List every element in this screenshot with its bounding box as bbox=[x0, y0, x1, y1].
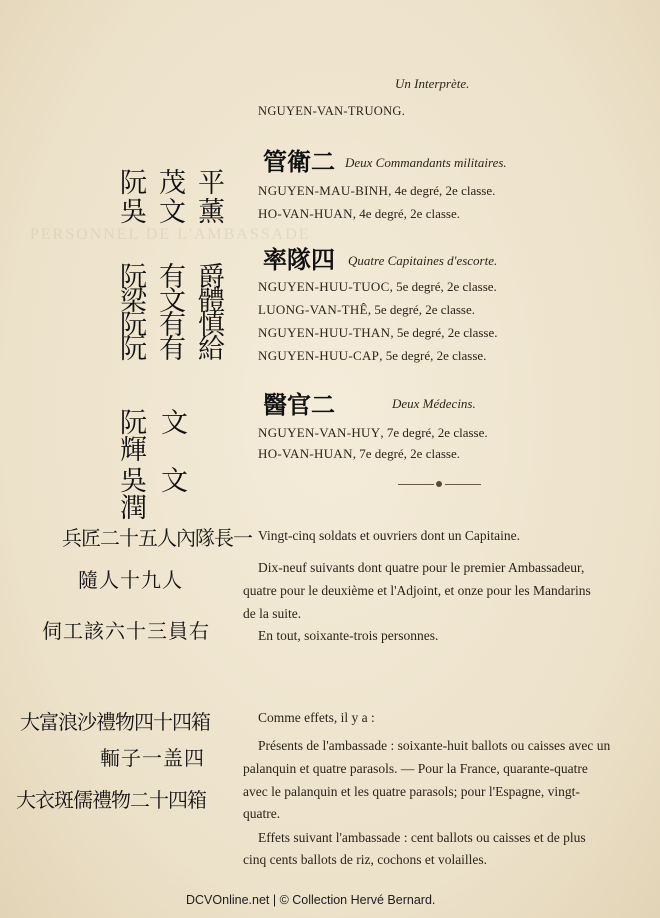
cjk-name-line: 阮文輝 bbox=[120, 408, 202, 466]
cjk-name-column bbox=[120, 264, 240, 363]
effects-fr-line: Effets suivant l'ambassade : cent ballots ou caisses et de plus bbox=[258, 830, 586, 845]
entry-line bbox=[258, 302, 475, 318]
entry-detail: , 4e degré, 2e classe. bbox=[388, 183, 496, 198]
cjk-name-column bbox=[120, 410, 240, 522]
ornamental-divider-right bbox=[445, 484, 481, 485]
effects-fr-line: avec le palanquin et les quatre parasols; pour l'Espagne, vingt- bbox=[243, 784, 580, 799]
staff-cjk-line: 伺工該六十三員右 bbox=[42, 619, 210, 643]
entry-name: LUONG-VAN-THÊ bbox=[258, 302, 368, 317]
interpreter-name: NGUYEN-VAN-TRUONG. bbox=[258, 104, 406, 118]
ornamental-divider-left bbox=[398, 484, 434, 485]
staff-fr-line: quatre pour le deuxième et l'Adjoint, et onze pour les Mandarins bbox=[243, 583, 591, 598]
effects-cjk-line: 輀子一盖四 bbox=[100, 746, 205, 770]
entry-detail: , 7e degré, 2e classe. bbox=[380, 425, 488, 440]
staff-fr-line: Vingt-cinq soldats et ouvriers dont un Capitaine. bbox=[258, 528, 521, 543]
entry-name: NGUYEN-HUU-THAN bbox=[258, 325, 391, 340]
staff-fr-line: Dix-neuf suivants dont quatre pour le premier Ambassadeur, bbox=[258, 560, 585, 575]
entry-detail: , 4e degré, 2e classe. bbox=[352, 206, 460, 221]
entry-name: NGUYEN-HUU-CAP bbox=[258, 348, 380, 363]
effects-fr-line: cinq cents ballots de riz, cochons et volailles. bbox=[243, 852, 488, 867]
cjk-name-line: 阮有慎 bbox=[120, 310, 237, 341]
cjk-name-line: 吳文潤 bbox=[120, 466, 202, 524]
entry-name: HO-VAN-HUAN bbox=[258, 206, 353, 221]
effects-fr-line: Présents de l'ambassade : soixante-huit ballots ou caisses avec un bbox=[258, 738, 611, 753]
section-fr-title: Quatre Capitaines d'escorte. bbox=[348, 253, 498, 268]
effects-fr-line: palanquin et quatre parasols. — Pour la France, quarante-quatre bbox=[243, 761, 588, 776]
entry-line bbox=[258, 348, 486, 364]
section-fr-title: Deux Commandants militaires. bbox=[345, 155, 507, 170]
entry-line bbox=[258, 425, 488, 441]
effects-cjk-line: 大衣斑儒禮物二十四箱 bbox=[16, 788, 206, 812]
entry-line bbox=[258, 206, 460, 222]
footer-credit: DCVOnline.net | © Collection Hervé Bernard. bbox=[186, 893, 436, 907]
entry-line bbox=[258, 279, 497, 295]
entry-detail: , 5e degré, 2e classe. bbox=[367, 302, 476, 317]
entry-detail: , 5e degré, 2e classe. bbox=[390, 325, 498, 340]
entry-line bbox=[258, 325, 498, 341]
cjk-name-line: 梁文體 bbox=[120, 286, 237, 317]
section-cjk-title: 率隊四 bbox=[263, 246, 335, 274]
entry-name: NGUYEN-HUU-TUOC bbox=[258, 279, 390, 294]
effects-fr-line: quatre. bbox=[243, 806, 281, 821]
staff-cjk-line: 隨人十九人 bbox=[78, 568, 183, 592]
cjk-name-line: 阮茂平 bbox=[120, 168, 237, 199]
entry-line bbox=[258, 183, 495, 199]
entry-line bbox=[258, 446, 460, 462]
effects-fr-line: Comme effets, il y a : bbox=[258, 710, 375, 725]
staff-fr-line: de la suite. bbox=[243, 606, 302, 621]
cjk-name-line: 阮有給 bbox=[120, 334, 237, 365]
staff-cjk-line: 兵匠二十五人內隊長一 bbox=[62, 526, 252, 550]
section-cjk-title: 管衛二 bbox=[263, 148, 335, 176]
entry-detail: , 7e degré, 2e classe. bbox=[352, 446, 460, 461]
cjk-name-line: 吳文薰 bbox=[120, 197, 237, 228]
cjk-name-column bbox=[120, 170, 240, 226]
entry-detail: , 5e degré, 2e classe. bbox=[379, 348, 487, 363]
staff-fr-line: En tout, soixante-trois personnes. bbox=[258, 628, 439, 643]
section-fr-title: Deux Médecins. bbox=[392, 396, 476, 411]
entry-detail: , 5e degré, 2e classe. bbox=[389, 279, 497, 294]
ornamental-divider-center bbox=[436, 481, 442, 487]
effects-cjk-line: 大富浪沙禮物四十四箱 bbox=[20, 710, 210, 734]
cjk-name-line: 阮有爵 bbox=[120, 262, 237, 293]
interpreter-heading: Un Interprète. bbox=[395, 76, 470, 91]
entry-name: HO-VAN-HUAN bbox=[258, 446, 353, 461]
section-cjk-title: 醫官二 bbox=[263, 391, 335, 419]
entry-name: NGUYEN-MAU-BINH bbox=[258, 183, 389, 198]
entry-name: NGUYEN-VAN-HUY bbox=[258, 425, 381, 440]
bleed-through-text: PERSONNEL DE L'AMBASSADE bbox=[30, 226, 311, 243]
